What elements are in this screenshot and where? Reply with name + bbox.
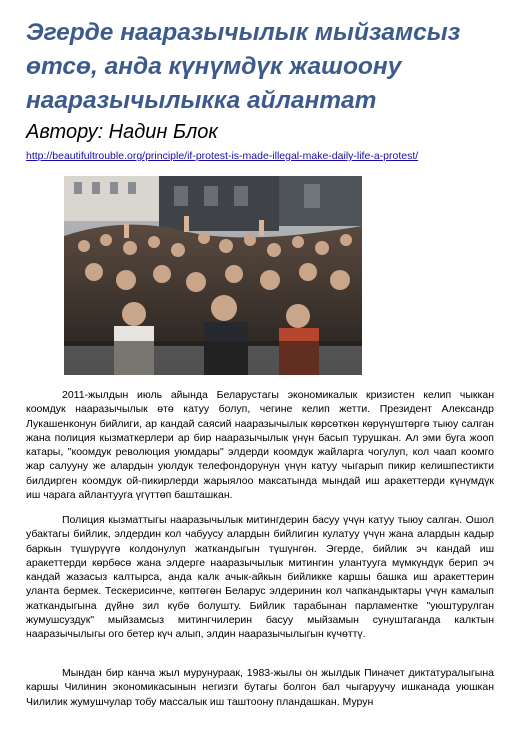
protest-crowd-photo: [64, 176, 362, 375]
paragraph-3: Мындан бир канча жыл мурунураак, 1983-жылы он жылдык Пиначет диктатуралыгына каршы Чилинин экономикасынын негизги бутагы болгон бал чыгаруучу ишканада уюшкан Чилилик жумушчулар тобу массалык иш таштоону пландашкан. Мурун: [26, 667, 494, 708]
paragraph-2: Полиция кызматтыгы нааразычылык митингдерин басуу үчүн катуу тыюу салган. Ошол убактагы бийлик, элдердин кол чабуусу алардын бийлигин кулатуу үчүн жана алардын кадыр баркын түшүрүүгө колдонулуп жаткандыгын түшүнгөн. Эгерде, бийлик эч кандай иш аракеттерди көрбөсө жана элдерге нааразычылык митингин улантууга мүмкүндүк берип эч кандай жазасыз калтырса, анда калк ачык-айкын бийликке каршы башка иш аракеттерин уланта бермек. Тескерисинче, көптөгөн Беларус элдеринин кол чапкандыктары үчүн камалып жаткандыгына дүйнө зил күбө болушту. Бийлик тарабынан парламентке "уюштурулган жумушсуздук" мыйзамсыз митингчилерин басуу мыйзамын сунуштаганда калктын нааразычылыгы ого бетер күч алып, элдин нааразычылыгын күчөттү.: [26, 514, 494, 641]
article-author: Автору: Надин Блок: [26, 121, 218, 143]
photo-drawing: [64, 176, 362, 375]
article-title: Эгерде нааразычылык мыйзамсыз өтсө, анда күнүмдүк жашоону нааразычылыкка айлантат: [26, 19, 461, 114]
source-link[interactable]: http://beautifultrouble.org/principle/if-protest-is-made-illegal-make-daily-life-a-protest/: [26, 150, 419, 162]
paragraph-1: 2011-жылдын июль айында Беларустагы экономикалык кризистен келип чыккан коомдук нааразычылык өтө катуу болуп, чегине келип жетти. Президент Александр Лукашенконун бийлиги, ар кандай саясий нааразычылык көрсөткөн көрүнүштөргө тыюу салган жана полиция кызматкерлери ар бир нааразычылык үнүн басып турушкан. Ал эми буга жооп катары, "коомдук революция уюмдары" элдерди коомдук жайларга чогулуп, кол чаап коомго жар салууну же алардын уюлдук телефондорунун үнүн катуу чыгарып пикир келишпестикти билдирген коомдук ой-пикирлерди жарыялоо максатында мындай иш аракеттерди күнүмдүк иш чарага айлантууга үгүттөп башташкан.: [26, 389, 494, 502]
